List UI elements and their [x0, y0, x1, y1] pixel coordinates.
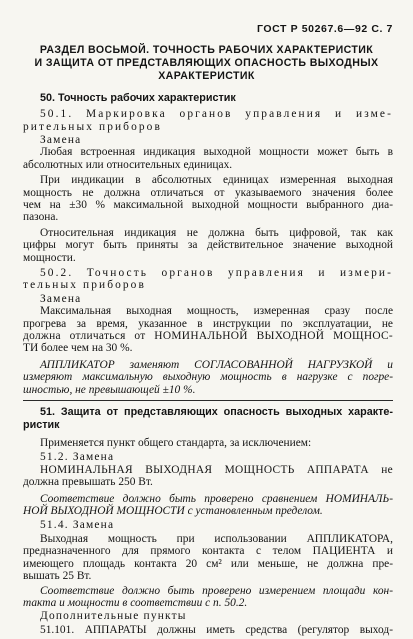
text-line: Максимальная выходная мощность, измеренная сразу после — [40, 305, 393, 318]
compliance-line: такта и мощности в соответствии с п. 50.2. — [23, 596, 248, 609]
text-line: Относительная индикация не должна быть цифровой, так как — [40, 226, 393, 239]
text-line: ТИ более чем на 30 %. — [23, 342, 133, 355]
text-line: должна отличаться от НОМИНАЛЬНОЙ ВЫХОДНОЙ МОЩНОС- — [23, 330, 393, 342]
text-line: чем на ±30 % максимальной выходной мощности выбранного диа- — [23, 198, 393, 211]
note-line: измеряют максимальную выходную мощность в нагрузке с погре- — [23, 371, 393, 384]
text-line: НОМИНАЛЬНАЯ ВЫХОДНАЯ МОЩНОСТЬ АППАРАТА не — [40, 463, 393, 476]
text-line: абсолютных или относительных единицах. — [23, 158, 233, 171]
text-line: Выходная мощность при использовании АППЛИКАТОРА, — [40, 532, 393, 545]
standard-code: ГОСТ Р 50267.6—92 С. 7 — [256, 22, 393, 35]
clause-50-heading: 50. Точность рабочих характеристик — [40, 91, 236, 104]
text-line: должна превышать 250 Вт. — [23, 476, 153, 489]
section-title-line-3: ХАРАКТЕРИСТИК — [158, 69, 255, 82]
text-line: имеющего площадь контакта 20 см² или меньше, не должна пре- — [23, 557, 393, 570]
text-line: прогрева за время, указанное в инструкции по эксплуатации, не — [23, 317, 393, 330]
text-line: 51.101. АППАРАТЫ должны иметь средства (регулятор выход- — [40, 623, 393, 636]
clause-51-4-heading: 51.4. Замена — [40, 519, 115, 532]
clause-50-1-heading-cont: рительных приборов — [23, 120, 162, 133]
text-line: Любая встроенная индикация выходной мощности может быть в — [40, 146, 393, 159]
replacement-label: Замена — [40, 133, 82, 146]
text-line: мощности. — [23, 251, 76, 264]
replacement-label: Замена — [40, 292, 82, 305]
compliance-line: НОЙ ВЫХОДНОЙ МОЩНОСТИ с установленным пределом. — [23, 505, 323, 517]
clause-51-2-heading: 51.2. Замена — [40, 450, 115, 463]
text-line: мощность не должна отличаться от указываемого значения более — [23, 186, 393, 199]
text-line: пазона. — [23, 211, 59, 224]
text-line: вышать 25 Вт. — [23, 570, 92, 582]
section-title-line-2: И ЗАЩИТА ОТ ПРЕДСТАВЛЯЮЩИХ ОПАСНОСТЬ ВЫХОДНЫХ — [34, 57, 379, 70]
additional-clauses-label: Дополнительные пункты — [40, 610, 187, 623]
clause-50-2-heading: 50.2. Точность органов управления и измери- — [40, 266, 393, 279]
section-title-line-1: РАЗДЕЛ ВОСЬМОЙ. ТОЧНОСТЬ РАБОЧИХ ХАРАКТЕРИСТИК — [39, 44, 374, 56]
text-line: При индикации в абсолютных единицах измеренная выходная — [40, 174, 393, 186]
text-line: цифры могут быть приняты за действительное значение выходной — [23, 239, 393, 252]
text-line: предназначенного для прямого контакта с телом ПАЦИЕНТА и — [23, 545, 393, 558]
clause-50-1-heading: 50.1. Маркировка органов управления и изме- — [40, 108, 393, 120]
clause-51-heading-cont: ристик — [23, 418, 60, 431]
note-line: шностью, не превышающей ±10 %. — [23, 383, 196, 396]
compliance-line: Соответствие должно быть проверено измерением площади кон- — [40, 585, 393, 598]
clause-50-2-heading-cont: тельных приборов — [23, 279, 146, 292]
compliance-line: Соответствие должно быть проверено сравнением НОМИНАЛЬ- — [40, 492, 393, 505]
text-line: Применяется пункт общего стандарта, за исключением: — [40, 437, 312, 450]
divider — [23, 400, 393, 401]
clause-51-heading: 51. Защита от представляющих опасность выходных характе- — [40, 405, 393, 418]
note-line: АППЛИКАТОР заменяют СОГЛАСОВАННОЙ НАГРУЗКОЙ и — [40, 358, 393, 371]
